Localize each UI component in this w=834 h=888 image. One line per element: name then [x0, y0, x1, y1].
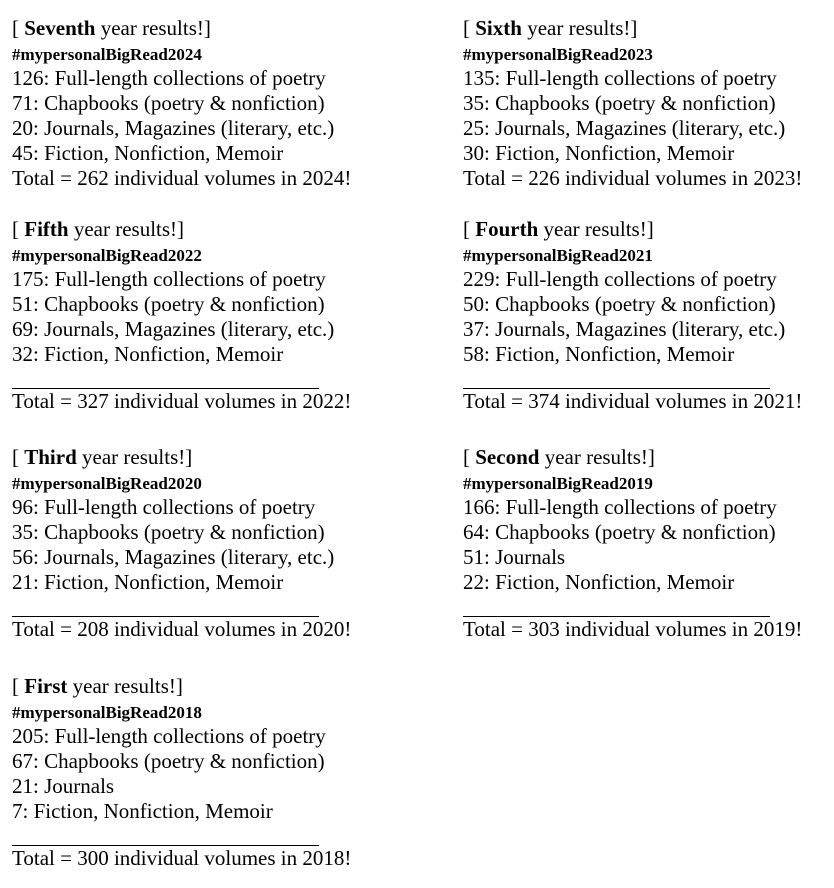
item-fiction: 22: Fiction, Nonfiction, Memoir — [463, 570, 735, 594]
item-poetry: 126: Full-length collections of poetry — [12, 66, 326, 90]
block-heading — [12, 217, 392, 245]
item-journals: 69: Journals, Magazines (literary, etc.) — [12, 317, 335, 341]
heading-ordinal: Sixth — [475, 16, 522, 40]
hashtag: #mypersonalBigRead2021 — [463, 246, 653, 265]
heading-suffix: year results!] — [539, 445, 655, 469]
item-fiction: 58: Fiction, Nonfiction, Memoir — [463, 342, 735, 366]
year-results-block-2019 — [463, 445, 834, 642]
hashtag: #mypersonalBigRead2019 — [463, 474, 653, 493]
heading-bracket: [ — [12, 217, 25, 241]
item-journals: 21: Journals — [12, 774, 115, 798]
item-chapbooks: 35: Chapbooks (poetry & nonfiction) — [12, 520, 325, 544]
year-results-block-2020 — [12, 445, 392, 642]
item-journals: 25: Journals, Magazines (literary, etc.) — [463, 116, 786, 140]
heading-ordinal: First — [24, 674, 68, 698]
heading-bracket: [ — [463, 445, 476, 469]
item-fiction: 30: Fiction, Nonfiction, Memoir — [463, 141, 735, 165]
heading-ordinal: Fourth — [475, 217, 539, 241]
heading-bracket: [ — [12, 445, 25, 469]
block-heading — [12, 674, 392, 702]
spacer — [12, 824, 392, 838]
year-results-block-2018 — [12, 674, 392, 871]
spacer — [463, 367, 834, 381]
item-journals: 56: Journals, Magazines (literary, etc.) — [12, 545, 335, 569]
item-chapbooks: 64: Chapbooks (poetry & nonfiction) — [463, 520, 776, 544]
item-chapbooks: 50: Chapbooks (poetry & nonfiction) — [463, 292, 776, 316]
heading-ordinal: Second — [475, 445, 540, 469]
heading-ordinal: Fifth — [24, 217, 69, 241]
total-line: Total = 303 individual volumes in 2019! — [463, 617, 803, 641]
spacer — [12, 595, 392, 609]
year-results-block-2023 — [463, 16, 834, 191]
block-heading — [12, 445, 392, 473]
item-chapbooks: 51: Chapbooks (poetry & nonfiction) — [12, 292, 325, 316]
heading-suffix: year results!] — [68, 217, 185, 241]
heading-bracket: [ — [12, 16, 25, 40]
block-heading — [463, 217, 834, 245]
year-results-block-2024 — [12, 16, 392, 191]
item-fiction: 32: Fiction, Nonfiction, Memoir — [12, 342, 284, 366]
item-poetry: 175: Full-length collections of poetry — [12, 267, 326, 291]
item-chapbooks: 71: Chapbooks (poetry & nonfiction) — [12, 91, 325, 115]
heading-bracket: [ — [463, 16, 476, 40]
spacer — [12, 367, 392, 381]
item-fiction: 21: Fiction, Nonfiction, Memoir — [12, 570, 284, 594]
year-results-block-2021 — [463, 217, 834, 414]
total-line: Total = 208 individual volumes in 2020! — [12, 617, 352, 641]
heading-bracket: [ — [12, 674, 25, 698]
item-fiction: 45: Fiction, Nonfiction, Memoir — [12, 141, 284, 165]
item-poetry: 96: Full-length collections of poetry — [12, 495, 316, 519]
item-journals: 51: Journals — [463, 545, 566, 569]
heading-suffix: year results!] — [76, 445, 193, 469]
heading-suffix: year results!] — [538, 217, 654, 241]
heading-suffix: year results!] — [95, 16, 211, 40]
block-heading — [463, 16, 834, 44]
hashtag: #mypersonalBigRead2020 — [12, 474, 202, 493]
heading-ordinal: Third — [24, 445, 77, 469]
total-line: Total = 300 individual volumes in 2018! — [12, 846, 352, 870]
total-line: Total = 327 individual volumes in 2022! — [12, 389, 352, 413]
total-line: Total = 262 individual volumes in 2024! — [12, 166, 352, 190]
hashtag: #mypersonalBigRead2022 — [12, 246, 202, 265]
item-journals: 20: Journals, Magazines (literary, etc.) — [12, 116, 335, 140]
total-line: Total = 374 individual volumes in 2021! — [463, 389, 803, 413]
total-line: Total = 226 individual volumes in 2023! — [463, 166, 803, 190]
item-poetry: 135: Full-length collections of poetry — [463, 66, 777, 90]
hashtag: #mypersonalBigRead2024 — [12, 45, 202, 64]
hashtag: #mypersonalBigRead2023 — [463, 45, 653, 64]
item-poetry: 205: Full-length collections of poetry — [12, 724, 326, 748]
item-fiction: 7: Fiction, Nonfiction, Memoir — [12, 799, 273, 823]
item-chapbooks: 67: Chapbooks (poetry & nonfiction) — [12, 749, 325, 773]
year-results-block-2022 — [12, 217, 392, 414]
hashtag: #mypersonalBigRead2018 — [12, 703, 202, 722]
item-poetry: 229: Full-length collections of poetry — [463, 267, 777, 291]
heading-bracket: [ — [463, 217, 476, 241]
item-journals: 37: Journals, Magazines (literary, etc.) — [463, 317, 786, 341]
heading-suffix: year results!] — [521, 16, 638, 40]
item-chapbooks: 35: Chapbooks (poetry & nonfiction) — [463, 91, 776, 115]
heading-suffix: year results!] — [67, 674, 183, 698]
heading-ordinal: Seventh — [24, 16, 96, 40]
block-heading — [12, 16, 392, 44]
block-heading — [463, 445, 834, 473]
item-poetry: 166: Full-length collections of poetry — [463, 495, 777, 519]
spacer — [463, 595, 834, 609]
